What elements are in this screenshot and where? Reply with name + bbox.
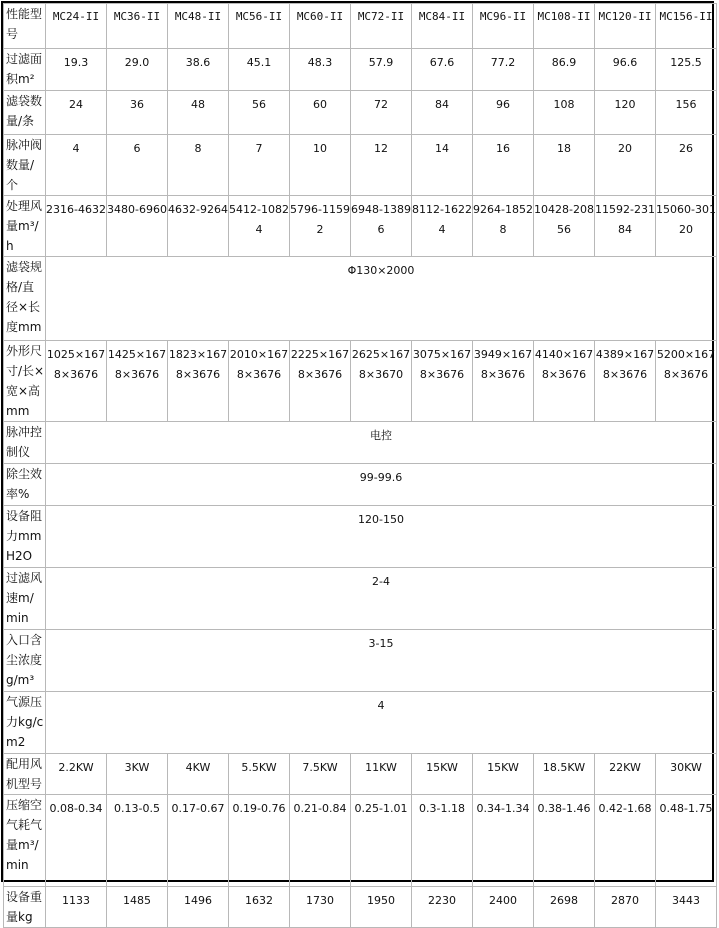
value-cell: 5796-11592 [290, 196, 351, 257]
value-cell: 2316-4632 [46, 196, 107, 257]
value-cell: 18.5KW [534, 754, 595, 795]
value-cell: 15KW [473, 754, 534, 795]
value-cell: 10 [290, 135, 351, 196]
value-cell: 16 [473, 135, 534, 196]
value-cell: 1025×1678×3676 [46, 341, 107, 422]
value-cell: 10428-20856 [534, 196, 595, 257]
value-cell: 11KW [351, 754, 412, 795]
value-cell: 3443 [656, 887, 717, 928]
value-cell: 15KW [412, 754, 473, 795]
model-header-cell: MC72-II [351, 4, 412, 49]
value-cell: 125.5 [656, 49, 717, 91]
row-label-cell: 脉冲阀数量/个 [4, 135, 46, 196]
row-label-cell: 气源压力kg/cm2 [4, 692, 46, 754]
model-header-cell: MC120-II [595, 4, 656, 49]
merged-value-cell: Φ130×2000 [46, 257, 717, 341]
model-header-cell: MC108-II [534, 4, 595, 49]
value-cell: 84 [412, 91, 473, 135]
row-label-cell: 设备阻力mmH2O [4, 506, 46, 568]
value-cell: 0.3-1.18 [412, 795, 473, 887]
spec-table-body [4, 4, 717, 928]
value-cell: 7 [229, 135, 290, 196]
value-cell: 1823×1678×3676 [168, 341, 229, 422]
value-cell: 0.08-0.34 [46, 795, 107, 887]
value-cell: 2.2KW [46, 754, 107, 795]
value-cell: 30KW [656, 754, 717, 795]
merged-value-cell: 2-4 [46, 568, 717, 630]
value-cell: 1133 [46, 887, 107, 928]
value-cell: 77.2 [473, 49, 534, 91]
value-cell: 0.21-0.84 [290, 795, 351, 887]
value-cell: 4KW [168, 754, 229, 795]
merged-value-cell: 99-99.6 [46, 464, 717, 506]
value-cell: 1496 [168, 887, 229, 928]
value-cell: 5200×1678×3676 [656, 341, 717, 422]
spec-table-frame [1, 1, 716, 924]
spec-row [4, 257, 717, 341]
row-label-cell: 过滤面积m² [4, 49, 46, 91]
value-cell: 57.9 [351, 49, 412, 91]
value-cell: 3480-6960 [107, 196, 168, 257]
value-cell: 4632-9264 [168, 196, 229, 257]
value-cell: 67.6 [412, 49, 473, 91]
row-label-cell: 配用风机型号 [4, 754, 46, 795]
row-label-cell: 外形尺寸/长×宽×高mm [4, 341, 46, 422]
spec-row [4, 91, 717, 135]
value-cell: 4 [46, 135, 107, 196]
value-cell: 12 [351, 135, 412, 196]
value-cell: 120 [595, 91, 656, 135]
merged-value-cell: 120-150 [46, 506, 717, 568]
spec-row [4, 341, 717, 422]
value-cell: 29.0 [107, 49, 168, 91]
value-cell: 1950 [351, 887, 412, 928]
spec-row [4, 630, 717, 692]
row-label-cell: 处理风量m³/h [4, 196, 46, 257]
value-cell: 2010×1678×3676 [229, 341, 290, 422]
row-label-cell: 压缩空气耗气量m³/min [4, 795, 46, 887]
model-header-cell: MC24-II [46, 4, 107, 49]
value-cell: 9264-18528 [473, 196, 534, 257]
value-cell: 20 [595, 135, 656, 196]
model-header-cell: MC56-II [229, 4, 290, 49]
model-header-cell: MC60-II [290, 4, 351, 49]
value-cell: 56 [229, 91, 290, 135]
value-cell: 3KW [107, 754, 168, 795]
value-cell: 0.13-0.5 [107, 795, 168, 887]
value-cell: 48.3 [290, 49, 351, 91]
value-cell: 24 [46, 91, 107, 135]
value-cell: 2225×1678×3676 [290, 341, 351, 422]
value-cell: 156 [656, 91, 717, 135]
value-cell: 15060-30120 [656, 196, 717, 257]
spec-row [4, 464, 717, 506]
value-cell: 14 [412, 135, 473, 196]
value-cell: 36 [107, 91, 168, 135]
value-cell: 22KW [595, 754, 656, 795]
value-cell: 7.5KW [290, 754, 351, 795]
row-label-cell: 入口含尘浓度g/m³ [4, 630, 46, 692]
spec-row [4, 196, 717, 257]
value-cell: 1730 [290, 887, 351, 928]
value-cell: 8112-16224 [412, 196, 473, 257]
value-cell: 11592-23184 [595, 196, 656, 257]
value-cell: 2230 [412, 887, 473, 928]
value-cell: 60 [290, 91, 351, 135]
value-cell: 0.25-1.01 [351, 795, 412, 887]
value-cell: 4140×1678×3676 [534, 341, 595, 422]
spec-table [3, 3, 717, 928]
value-cell: 1485 [107, 887, 168, 928]
spec-row [4, 422, 717, 464]
header-row [4, 4, 717, 49]
header-label-cell: 性能型号 [4, 4, 46, 49]
spec-row [4, 506, 717, 568]
merged-value-cell: 4 [46, 692, 717, 754]
value-cell: 86.9 [534, 49, 595, 91]
spec-row [4, 795, 717, 887]
row-label-cell: 脉冲控制仪 [4, 422, 46, 464]
model-header-cell: MC156-II [656, 4, 717, 49]
value-cell: 1632 [229, 887, 290, 928]
value-cell: 4389×1678×3676 [595, 341, 656, 422]
value-cell: 0.38-1.46 [534, 795, 595, 887]
value-cell: 6 [107, 135, 168, 196]
value-cell: 2698 [534, 887, 595, 928]
value-cell: 0.19-0.76 [229, 795, 290, 887]
spec-row [4, 49, 717, 91]
value-cell: 108 [534, 91, 595, 135]
spec-row [4, 887, 717, 928]
value-cell: 0.42-1.68 [595, 795, 656, 887]
model-header-cell: MC48-II [168, 4, 229, 49]
value-cell: 3949×1678×3676 [473, 341, 534, 422]
model-header-cell: MC36-II [107, 4, 168, 49]
value-cell: 2870 [595, 887, 656, 928]
row-label-cell: 设备重量kg [4, 887, 46, 928]
spec-row [4, 692, 717, 754]
spec-row [4, 135, 717, 196]
merged-value-cell: 电控 [46, 422, 717, 464]
value-cell: 5412-10824 [229, 196, 290, 257]
row-label-cell: 除尘效率% [4, 464, 46, 506]
model-header-cell: MC96-II [473, 4, 534, 49]
value-cell: 96 [473, 91, 534, 135]
value-cell: 0.17-0.67 [168, 795, 229, 887]
value-cell: 5.5KW [229, 754, 290, 795]
value-cell: 0.48-1.75 [656, 795, 717, 887]
value-cell: 6948-13896 [351, 196, 412, 257]
value-cell: 2625×1678×3670 [351, 341, 412, 422]
value-cell: 38.6 [168, 49, 229, 91]
value-cell: 26 [656, 135, 717, 196]
value-cell: 72 [351, 91, 412, 135]
value-cell: 18 [534, 135, 595, 196]
value-cell: 3075×1678×3676 [412, 341, 473, 422]
spec-row [4, 568, 717, 630]
value-cell: 96.6 [595, 49, 656, 91]
merged-value-cell: 3-15 [46, 630, 717, 692]
value-cell: 2400 [473, 887, 534, 928]
value-cell: 19.3 [46, 49, 107, 91]
value-cell: 1425×1678×3676 [107, 341, 168, 422]
value-cell: 8 [168, 135, 229, 196]
row-label-cell: 滤袋规格/直径×长度mm [4, 257, 46, 341]
row-label-cell: 滤袋数量/条 [4, 91, 46, 135]
row-label-cell: 过滤风速m/min [4, 568, 46, 630]
model-header-cell: MC84-II [412, 4, 473, 49]
value-cell: 45.1 [229, 49, 290, 91]
spec-row [4, 754, 717, 795]
value-cell: 0.34-1.34 [473, 795, 534, 887]
value-cell: 48 [168, 91, 229, 135]
